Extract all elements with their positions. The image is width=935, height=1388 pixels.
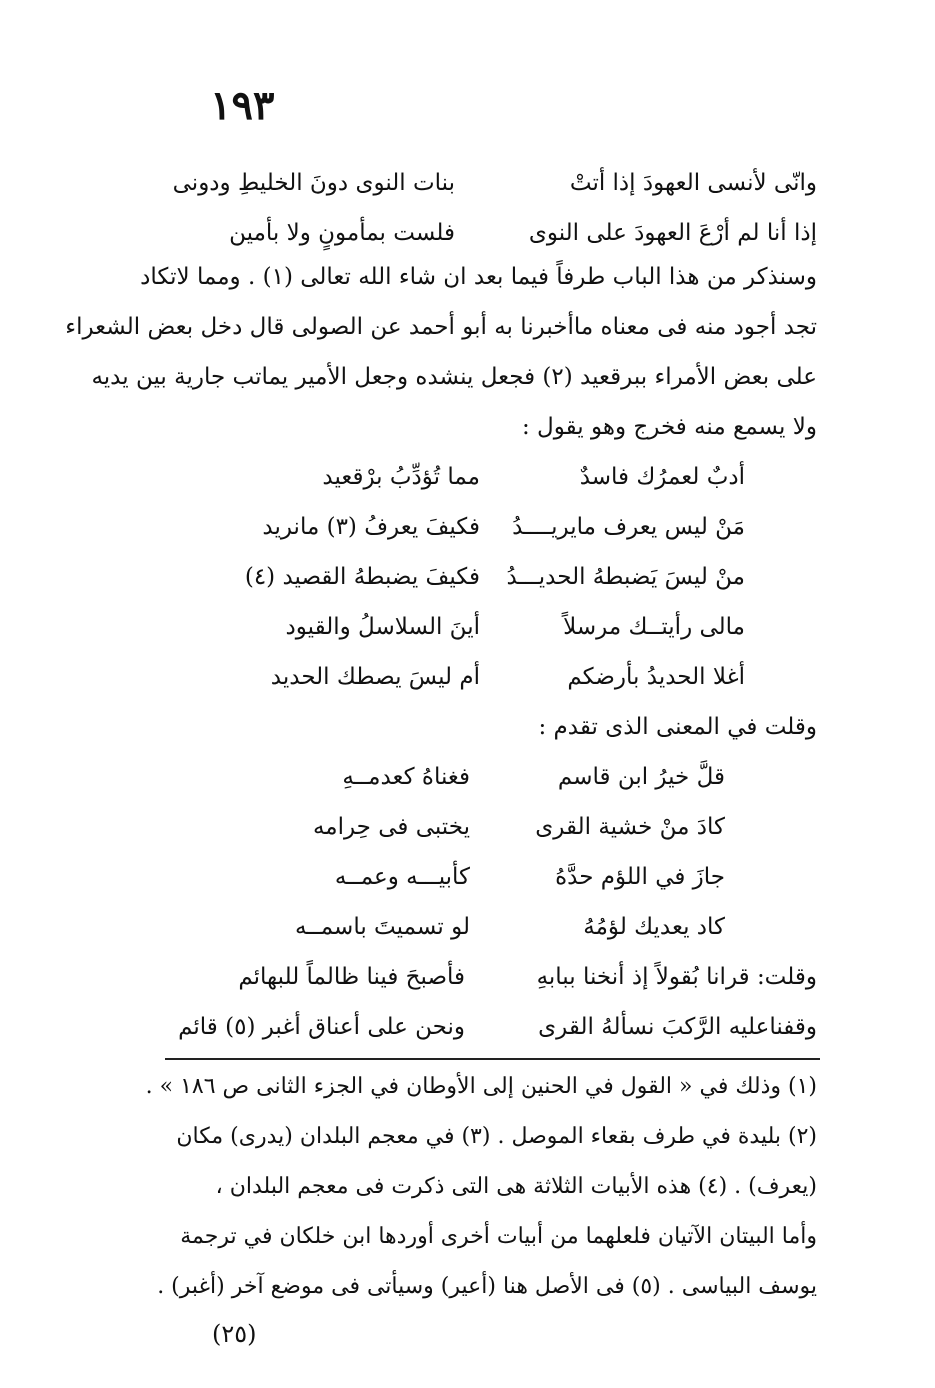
poem3-intro: وقلت في المعنى الذى تقدم : — [538, 714, 817, 740]
poem2-line3-second-hemistich: فكيفَ يضبطهُ القصيد (٤) — [244, 564, 480, 590]
footnote-line-2: (٢) بليدة في طرف بقعاء الموصل . (٣) في معجم البلدان (يدرى) مكان — [176, 1124, 817, 1149]
poem2-line4-second-hemistich: أينَ السلاسلُ والقيود — [285, 614, 480, 640]
poem1-line2-second-hemistich: فلست بمأمونٍ ولا بأمين — [229, 220, 455, 246]
poem2-line3-first-hemistich: منْ ليسَ يَضبطهُ الحديـــدُ — [506, 564, 745, 590]
prose-line-4: ولا يسمع منه فخرج وهو يقول : — [521, 414, 817, 440]
poem3-line2-first-hemistich: كادَ منْ خشية القرى — [535, 814, 725, 840]
poem1-line1-second-hemistich: بنات النوى دونَ الخليطِ ودونى — [172, 170, 455, 196]
poem2-line1-first-hemistich: أدبٌ لعمرُك فاسدٌ — [579, 464, 745, 490]
signature-mark: (٢٥) — [212, 1320, 257, 1348]
poem4-line1-second-hemistich: فأصبحَ فينا ظالماً للبهائم — [238, 964, 465, 990]
prose-line-3: على بعض الأمراء ببرقعيد (٢) فجعل ينشده وجعل الأمير يماتب جارية بين يديه — [91, 364, 817, 390]
poem1-line2-first-hemistich: إذا أنا لم أرْعَ العهودَ على النوى — [528, 220, 817, 246]
page-number: ١٩٣ — [210, 82, 275, 129]
poem4-line2-first-hemistich: وقفناعليه الرَّكبَ نسألهُ القرى — [538, 1014, 817, 1040]
poem3-line4-first-hemistich: كاد يعديك لؤمُهُ — [583, 914, 725, 940]
poem2-line5-first-hemistich: أغلا الحديدُ بأرضكم — [567, 664, 745, 690]
poem2-line1-second-hemistich: مما تُؤدِّبُ برْقعيد — [322, 464, 480, 490]
poem3-line2-second-hemistich: يختبى فى حِرامه — [312, 814, 470, 840]
poem3-line4-second-hemistich: لو تسميتَ باسمــه — [294, 914, 470, 940]
poem4-line2-second-hemistich: ونحن على أعناق أغبر (٥) قائم — [178, 1014, 465, 1040]
poem3-line3-first-hemistich: جازَ في اللؤم حدَّهُ — [555, 864, 725, 890]
poem3-line1-second-hemistich: فغناهُ كعدمــهِ — [342, 764, 470, 790]
prose-line-1: وسنذكر من هذا الباب طرفاً فيما بعد ان شاء الله تعالى (١) . ومما لاتكاد — [140, 264, 817, 290]
footnote-line-3: (يعرف) . (٤) هذه الأبيات الثلاثة هى التى ذكرت فى معجم البلدان ، — [215, 1174, 817, 1199]
poem2-line2-first-hemistich: مَنْ ليس يعرف مايريــــدُ — [512, 514, 745, 540]
poem2-line5-second-hemistich: أم ليسَ يصطك الحديد — [270, 664, 480, 690]
footnote-divider — [165, 1058, 820, 1060]
poem3-line3-second-hemistich: كأبيـــه وعمــه — [334, 864, 470, 890]
prose-line-2: تجد أجود منه فى معناه ماأخبرنا به أبو أحمد عن الصولى قال دخل بعض الشعراء — [65, 314, 817, 340]
footnote-line-4: وأما البيتان الآتيان فلعلهما من أبيات أخرى أوردها ابن خلكان في ترجمة — [180, 1224, 817, 1249]
footnote-line-5: يوسف البياسى . (٥) فى الأصل هنا (أعير) وسيأتى فى موضع آخر (أغبر) . — [157, 1274, 817, 1299]
poem1-line1-first-hemistich: وانّى لأنسى العهودَ إذا أتتْ — [569, 170, 817, 196]
poem3-line1-first-hemistich: قلَّ خيرُ ابن قاسم — [557, 764, 725, 790]
poem2-line2-second-hemistich: فكيفَ يعرفُ (٣) مانريد — [262, 514, 480, 540]
poem4-line1-first-hemistich: وقلت: قرانا بُقولاً إذ أنخنا ببابهِ — [536, 964, 817, 990]
footnote-line-1: (١) وذلك في « القول في الحنين إلى الأوطان في الجزء الثانى ص ١٨٦ » . — [145, 1074, 817, 1099]
poem2-line4-first-hemistich: مالى رأيتــك مرسلاً — [563, 614, 745, 640]
